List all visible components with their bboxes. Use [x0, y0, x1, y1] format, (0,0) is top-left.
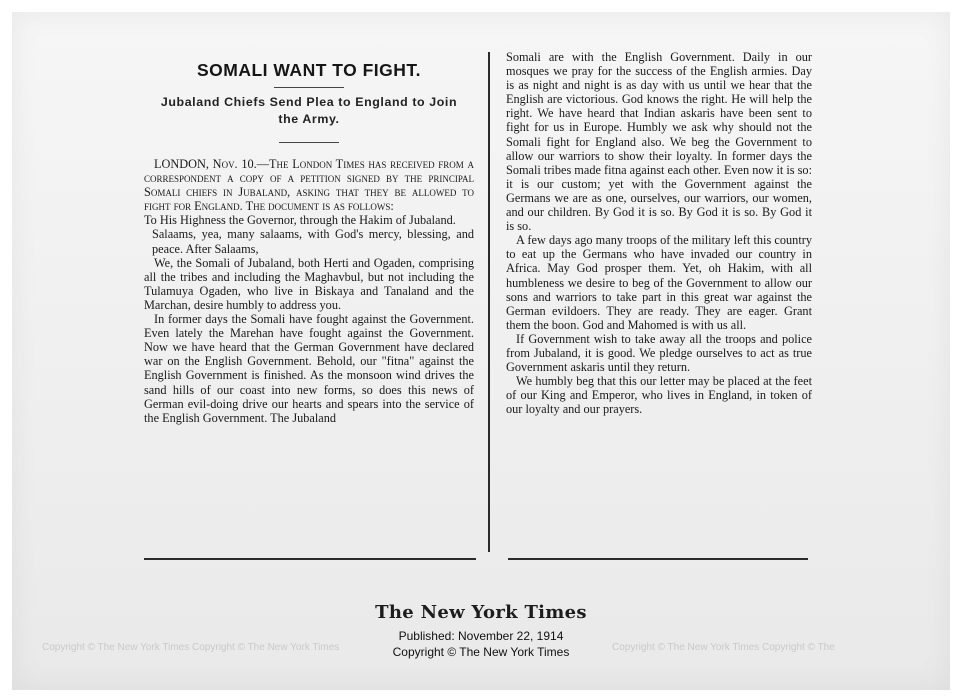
- address-line: Salaams, yea, many salaams, with God's mercy, blessing, and peace. After Salaams,: [152, 227, 474, 256]
- address-block: [144, 213, 474, 255]
- address-line: To His Highness the Governor, through the Hakim of Jubaland.: [144, 213, 456, 228]
- nyt-logo: The New York Times: [375, 602, 587, 623]
- article-body-left: [144, 157, 474, 425]
- column-end-rule: [508, 558, 808, 560]
- copyright-watermark: Copyright © The New York Times Copyright © The New York Times: [42, 642, 340, 653]
- headline: SOMALI WANT TO FIGHT.: [196, 60, 422, 80]
- dateline-paragraph: LONDON, Nov. 10.—The London Times has received from a correspondent a copy of a petition signed by the principal Somali chiefs in Jubaland, asking that they be allowed to fight for England. The document is as follows:: [144, 157, 474, 214]
- divider: [279, 142, 339, 143]
- article-clipping: [140, 50, 820, 570]
- published-date: Published: November 22, 1914: [398, 629, 564, 643]
- left-column: [144, 50, 474, 425]
- body-paragraph: In former days the Somali have fought against the Government. Even lately the Marehan have fought against the Government. Now we have heard that the German Government have declared war on the English Government. Behold, our "fitna" against the English Government is finished. As the monsoon wind drives the sand hills of our coast into new forms, so does this news of German evil-doing drive our hearts and spears into the service of the English Government. The Jubaland: [144, 312, 474, 425]
- column-divider: [488, 52, 490, 552]
- article-body-right: [506, 50, 812, 416]
- divider: [274, 87, 344, 88]
- column-end-rule: [144, 558, 476, 560]
- body-paragraph: If Government wish to take away all the troops and police from Jubaland, it is good. We pledge ourselves to act as true Government askaris until they return.: [506, 331, 812, 375]
- right-column: [506, 50, 812, 416]
- body-paragraph: Somali are with the English Government. Daily in our mosques we pray for the success of the English armies. Day is as night and night is as day with us until we hear that the English are victorious. God knows the right. He will help the right. We have heard that Indian askaris have been sent to fight for us in Europe. Humbly we ask why should not the Somali fight for England also. We beg the Government to allow our warriors to show their loyalty. In former days the Somali tribes made fitna against each other. Even now it is so: it is our custom; yet with the Government against the Germans we are as one, ourselves, our warriors, our women, and our children. By God it is so. By God it is so. By God it is so.: [506, 50, 812, 234]
- body-paragraph: We humbly beg that this our letter may be placed at the feet of our King and Emperor, who lives in England, in token of our loyalty and our prayers.: [506, 374, 812, 417]
- body-paragraph: We, the Somali of Jubaland, both Herti and Ogaden, comprising all the tribes and including the Maghavbul, but not including the Tulamuya Ogaden, who live in Biskaya and Tanaland and the Marchan, desire humbly to address you.: [144, 255, 474, 312]
- body-paragraph: A few days ago many troops of the military left this country to eat up the Germans who have invaded our country in Africa. May God prosper them. Yet, oh Hakim, with all humbleness we desire to beg of the Government to allow our sons and warriors to take part in this great war against the German evildoers. They are ready. They are eager. Grant them the boon. God and Mahomed is with us all.: [506, 233, 812, 332]
- newspaper-page: [12, 12, 950, 690]
- copyright-line: Copyright © The New York Times: [392, 645, 570, 659]
- subheadline: Jubaland Chiefs Send Plea to England to Join the Army.: [160, 95, 458, 126]
- copyright-watermark: Copyright © The New York Times Copyright © The: [612, 642, 835, 653]
